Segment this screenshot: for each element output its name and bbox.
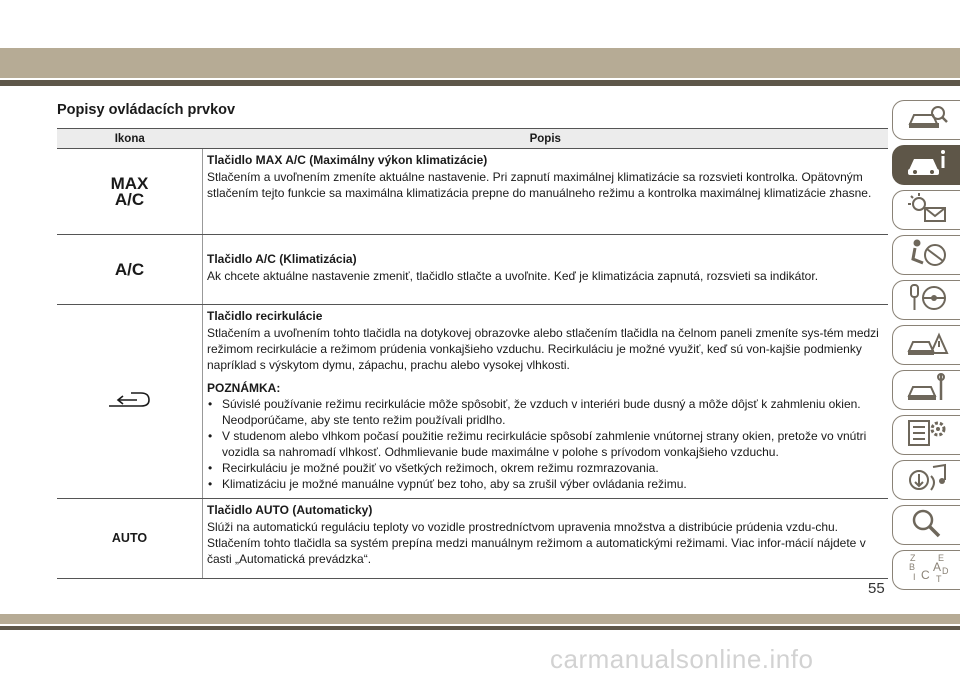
tab-index[interactable]: [892, 505, 960, 545]
tab-emergency[interactable]: [892, 325, 960, 365]
row-title: Tlačidlo MAX A/C (Maximálny výkon klimatizácie): [207, 153, 488, 167]
warning-light-message-icon: [905, 192, 949, 229]
tab-multimedia[interactable]: [892, 460, 960, 500]
recirculation-description: [203, 305, 889, 499]
tab-warning-lights[interactable]: [892, 190, 960, 230]
list-item: • Recirkuláciu je možné použiť vo všetkých režimoch, okrem režimu rozmrazovania.: [207, 460, 880, 476]
row-body: Slúži na automatickú reguláciu teploty vo vozidle prostredníctvom upravenia množstva a distribúcie prúdenia vzdu-chu. Stlačením tohto tlačidla sa systém prepína medzi manuálnym režimom a automatickými režimami. Viac infor-mácií nájdete v časti „Automatická prevádzka“.: [207, 520, 866, 566]
multimedia-icon: [905, 462, 949, 499]
column-header-icon: Ikona: [57, 129, 203, 149]
list-item: • Klimatizáciu je možné manuálne vypnúť bez toho, aby sa zrušil výber ovládania režimu.: [207, 476, 880, 492]
page-number: 55: [868, 580, 885, 597]
car-search-icon: [905, 102, 949, 139]
ac-description: [203, 235, 889, 305]
specs-gear-icon: [905, 417, 949, 454]
tab-car-info[interactable]: [892, 145, 960, 185]
index-letter: Z: [909, 552, 915, 563]
footer-rule: [0, 626, 960, 630]
note-title: POZNÁMKA:: [207, 381, 281, 395]
recirculation-icon: [105, 400, 155, 414]
index-letter: B: [908, 561, 915, 572]
auto-description: [203, 499, 889, 579]
table-header-row: [57, 129, 888, 149]
row-title: Tlačidlo AUTO (Automaticky): [207, 503, 373, 517]
car-service-tools-icon: [905, 372, 949, 409]
table-row: [57, 305, 888, 499]
index-letter: I: [912, 571, 916, 582]
header-band: [0, 48, 960, 78]
row-body: Ak chcete aktuálne nastavenie zmeniť, tlačidlo stlačte a uvoľnite. Keď je klimatizácia zapnutá, rozsvieti sa indikátor.: [207, 269, 819, 283]
tab-starting-driving[interactable]: [892, 280, 960, 320]
list-item: • V studenom alebo vlhkom počasí použitie režimu recirkulácie spôsobí zahmlenie vnútornej strany okien, pretože vo vnútri vozidla sa nahromadí vlhkosť. Odhmlievanie bude maximálne v polohe s prívodom vonkajšieho vzduchu.: [207, 428, 880, 460]
tab-servicing[interactable]: [892, 370, 960, 410]
tab-technical-specs[interactable]: [892, 415, 960, 455]
index-letter: C: [920, 567, 930, 582]
car-info-icon: [905, 147, 949, 184]
tab-safety[interactable]: [892, 235, 960, 275]
auto-icon: AUTO: [111, 531, 148, 545]
row-body: Stlačením a uvoľnením zmeníte aktuálne nastavenie. Pri zapnutí maximálnej klimatizácie sa rozsvieti kontrolka. Opätovným stlačením tejto funkcie sa maximálna klimatizácia prepne do manuálneho režimu a kontrolka maximálnej klimatizácie zhasne.: [207, 170, 872, 200]
auto-icon-cell: [57, 499, 203, 579]
controls-table: [57, 128, 888, 579]
table-row: [57, 499, 888, 579]
table-row: [57, 235, 888, 305]
tab-language-index[interactable]: [892, 550, 960, 590]
max-ac-description: [203, 149, 889, 235]
list-item: • Súvislé používanie režimu recirkulácie môže spôsobiť, že vzduch v interiéri bude dusný a môže dôjsť k zahmleniu okien. Neodporúčame, aby ste tento režim používali pridlho.: [207, 396, 880, 428]
breakdown-triangle-icon: [905, 327, 949, 364]
chapter-tabs: [892, 100, 960, 595]
table-row: [57, 149, 888, 235]
max-ac-icon: [57, 173, 202, 209]
tab-car-search[interactable]: [892, 100, 960, 140]
key-steering-icon: [905, 282, 949, 319]
index-letter: A: [932, 559, 941, 574]
row-title: Tlačidlo A/C (Klimatizácia): [207, 252, 357, 266]
watermark: carmanualsonline.info: [550, 644, 814, 674]
row-body: Stlačením a uvoľnením tohto tlačidla na dotykovej obrazovke alebo stlačením tlačidla na čelnom paneli zmeníte sys-tém medzi režimom recirkulácie a režimom prúdenia vonkajšieho vzduchu. Recirkuláciu je možné využiť, keď sú von-kajšie podmienky napríklad s výskytom dymu, zápachu, prachu alebo vysokej vlhkosti.: [207, 326, 879, 372]
footer-band: [0, 614, 960, 624]
row-title: Tlačidlo recirkulácie: [207, 309, 323, 323]
airbag-seat-icon: [905, 237, 949, 274]
header-rule: [0, 80, 960, 86]
index-letter: E: [937, 552, 944, 563]
ac-icon: A/C: [114, 260, 145, 279]
column-header-description: Popis: [203, 129, 889, 149]
index-letter: T: [935, 573, 941, 584]
note-list: [207, 396, 880, 492]
language-index-icon: [905, 552, 949, 589]
max-ac-icon-cell: [57, 149, 203, 235]
recirculation-icon-cell: [57, 305, 203, 499]
section-title: Popisy ovládacích prvkov: [57, 102, 236, 118]
max-ac-icon-label: MAX A/C: [110, 173, 149, 209]
index-search-icon: [905, 507, 949, 544]
ac-icon-cell: [57, 235, 203, 305]
index-letter: D: [941, 565, 948, 576]
